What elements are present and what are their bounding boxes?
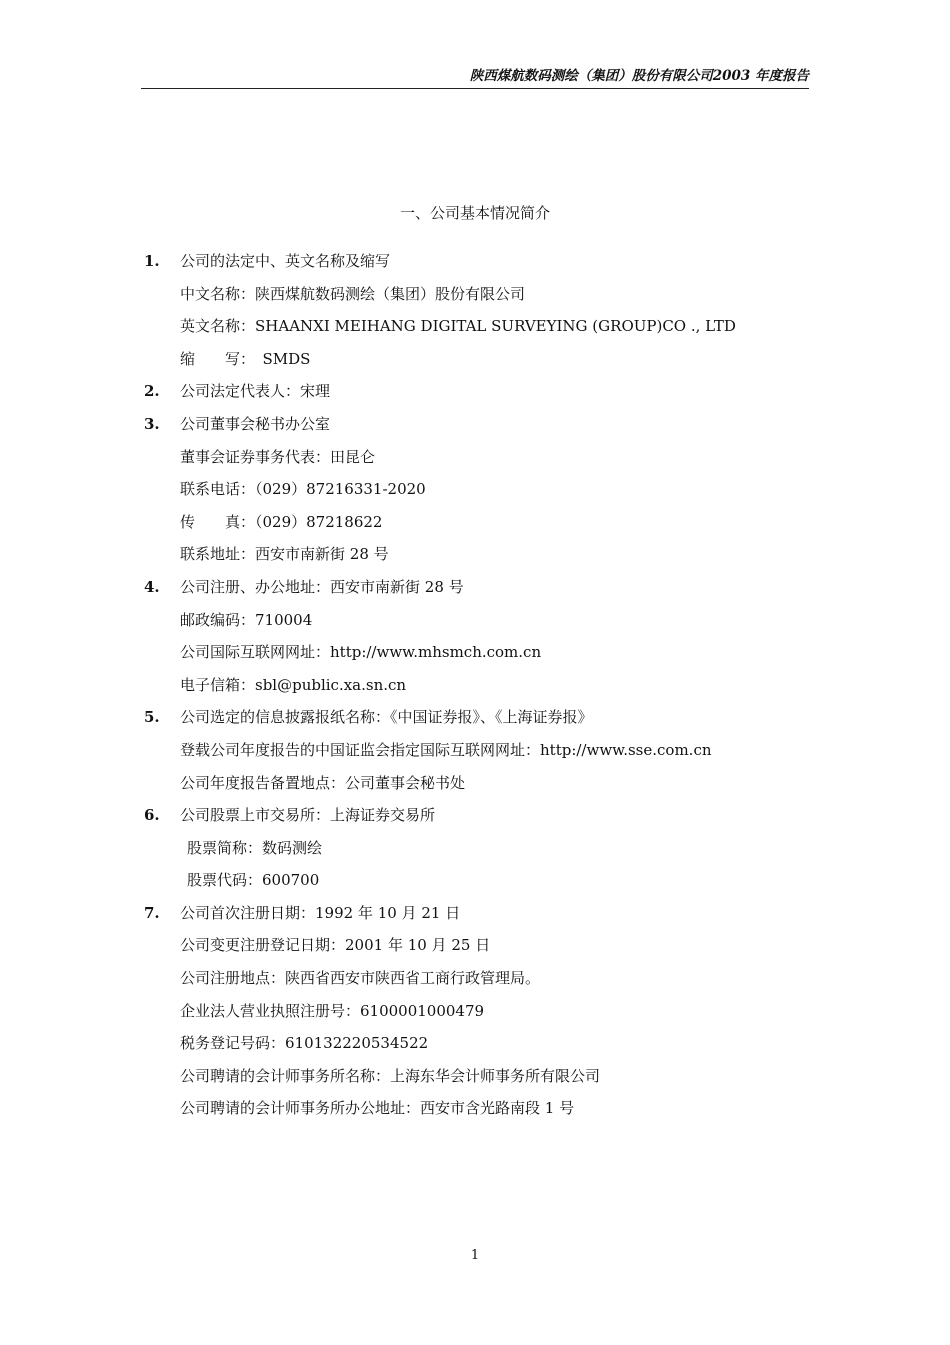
stock-exchange: 公司股票上市交易所：上海证券交易所	[180, 806, 436, 825]
stock-short-name: 股票简称：数码测绘	[187, 838, 323, 857]
postal-code: 邮政编码：710004	[180, 610, 313, 629]
phone: 联系电话：（029）87216331-2020	[180, 480, 426, 499]
list-item	[0, 1031, 950, 1064]
list-item	[0, 738, 950, 771]
list-item	[0, 445, 950, 478]
disclosure-website: 登载公司年度报告的中国证监会指定国际互联网网址：http://www.sse.com.cn	[180, 740, 712, 759]
page-number: 1	[470, 1248, 480, 1263]
item-number: 6.	[144, 806, 160, 825]
list-item	[0, 542, 950, 575]
english-name: 英文名称：SHAANXI MEIHANG DIGITAL SURVEYING (GROUP)CO ., LTD	[180, 317, 736, 336]
item-heading: 公司的法定中、英文名称及缩写	[180, 252, 391, 270]
item-number: 3.	[144, 414, 160, 433]
disclosure-newspapers: 公司选定的信息披露报纸名称：《中国证券报》、《上海证券报》	[180, 708, 593, 727]
item-number: 4.	[144, 577, 160, 596]
list-item	[0, 901, 950, 934]
report-location: 公司年度报告备置地点：公司董事会秘书处	[180, 773, 466, 792]
company-info-list	[0, 249, 950, 1129]
list-item	[0, 836, 950, 869]
list-item	[0, 999, 950, 1032]
chinese-name: 中文名称：陕西煤航数码测绘（集团）股份有限公司	[180, 284, 526, 303]
list-item	[0, 412, 950, 445]
list-item	[0, 249, 950, 282]
item-number: 2.	[144, 382, 160, 401]
stock-code: 股票代码：600700	[187, 871, 320, 890]
list-item	[0, 640, 950, 673]
contact-address: 联系地址：西安市南新街 28 号	[180, 545, 389, 564]
accounting-firm-name: 公司聘请的会计师事务所名称：上海东华会计师事务所有限公司	[180, 1066, 601, 1085]
list-item	[0, 966, 950, 999]
list-item	[0, 705, 950, 738]
legal-representative: 公司法定代表人：宋理	[180, 382, 331, 401]
list-item	[0, 575, 950, 608]
accounting-firm-address: 公司聘请的会计师事务所办公地址：西安市含光路南段 1 号	[180, 1099, 575, 1118]
list-item	[0, 608, 950, 641]
email: 电子信箱：sbl@public.xa.sn.cn	[180, 675, 407, 694]
list-item	[0, 933, 950, 966]
item-number: 7.	[144, 903, 160, 922]
list-item	[0, 1064, 950, 1097]
list-item	[0, 673, 950, 706]
website: 公司国际互联网网址：http://www.mhsmch.com.cn	[180, 643, 542, 662]
item-heading: 公司董事会秘书办公室	[180, 414, 331, 433]
fax: 传 真：（029）87218622	[180, 512, 383, 531]
abbreviation: 缩 写： SMDS	[180, 349, 311, 368]
list-item	[0, 282, 950, 315]
list-item	[0, 510, 950, 543]
item-number: 5.	[144, 708, 160, 727]
list-item	[0, 771, 950, 804]
registration-place: 公司注册地点：陕西省西安市陕西省工商行政管理局。	[180, 969, 541, 988]
change-registration-date: 公司变更注册登记日期：2001 年 10 月 25 日	[180, 936, 491, 955]
report-header: 陕西煤航数码测绘（集团）股份有限公司2003 年度报告	[141, 66, 809, 89]
business-license-number: 企业法人营业执照注册号：6100001000479	[180, 1001, 485, 1020]
tax-registration-number: 税务登记号码：610132220534522	[180, 1034, 429, 1053]
list-item	[0, 1096, 950, 1129]
first-registration-date: 公司首次注册日期：1992 年 10 月 21 日	[180, 903, 461, 922]
list-item	[0, 347, 950, 380]
item-number: 1.	[144, 252, 160, 270]
registered-address: 公司注册、办公地址：西安市南新街 28 号	[180, 577, 464, 596]
list-item	[0, 868, 950, 901]
section-title: 一、公司基本情况简介	[399, 204, 550, 222]
list-item	[0, 477, 950, 510]
list-item	[0, 379, 950, 412]
securities-representative: 董事会证券事务代表：田昆仑	[180, 447, 376, 466]
list-item	[0, 314, 950, 347]
list-item	[0, 803, 950, 836]
